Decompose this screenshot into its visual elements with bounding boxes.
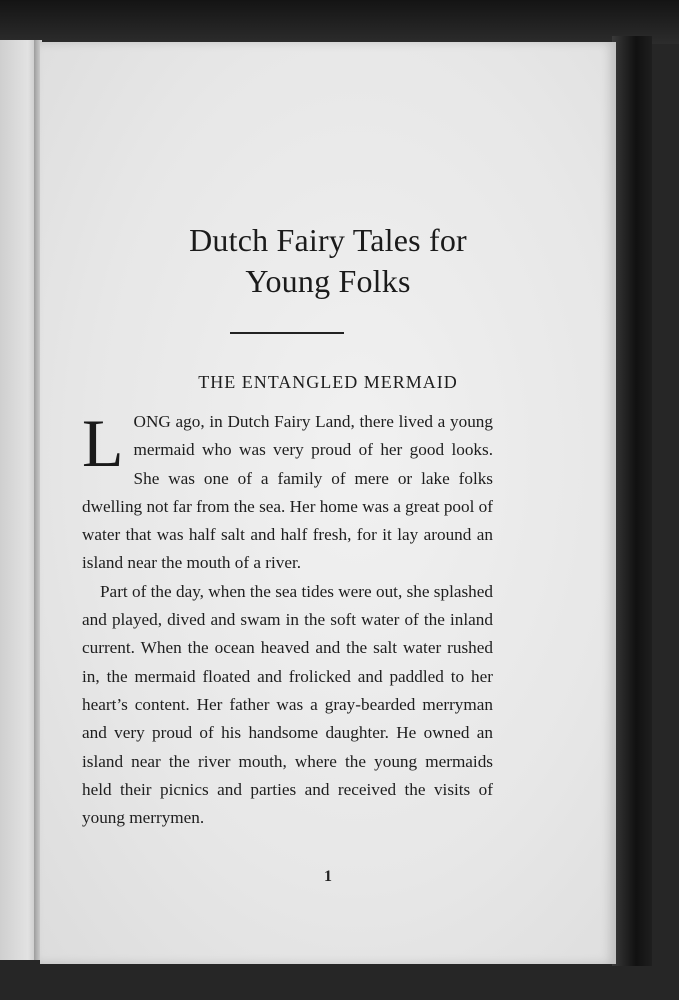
drop-cap: L [82,405,124,481]
book-page [40,42,616,964]
book-cover-edge [612,36,652,966]
paragraph-1 [82,405,493,578]
chapter-body [82,405,493,832]
book-title-line2: Young Folks [245,263,411,299]
paragraph-2: Part of the day, when the sea tides were out, she splashed and played, dived and swam in the soft water of the inland current. When the ocean heaved and the salt water rushed in, the mermaid floated and frolicked and paddled to her heart’s content. Her father was a gray-bearded merryman and very proud of his handsome daughter. He owned an island near the river mouth, where the young mermaids held their picnics and parties and received the visits of young merrymen. [82,581,493,828]
chapter-heading: THE ENTANGLED MERMAID [198,372,458,392]
paragraph-1-text: ONG ago, in Dutch Fairy Land, there lived a young mermaid who was very proud of her good looks. She was one of a family of mere or lake folks dwelling not far from the sea. Her home was a great pool of water that was half salt and half fresh, for it lay around an island near the mouth of a river. [82,412,493,573]
book-title [40,220,616,302]
page-number: 1 [324,868,332,885]
title-divider [230,332,344,334]
book-spine-top [0,0,679,44]
book-title-line1: Dutch Fairy Tales for [189,222,467,258]
